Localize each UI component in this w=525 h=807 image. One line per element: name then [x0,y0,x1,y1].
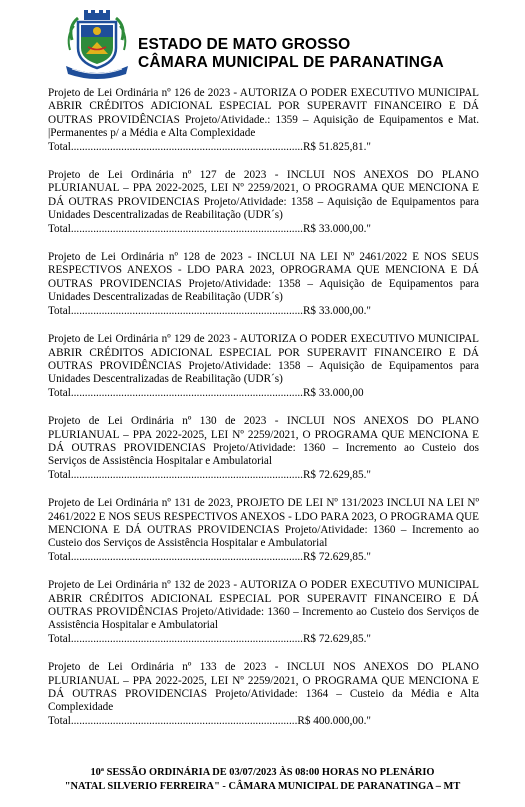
session-info: 10ª SESSÃO ORDINÁRIA DE 03/07/2023 ÀS 08:00 HORAS NO PLENÁRIO [90,767,435,778]
bill-total: Total...................................................................................R$ 33.000,00." [48,304,371,317]
bill-total: Total...................................................................................R$ 33.000,00." [48,222,371,235]
chamber-name: CÂMARA MUNICIPAL DE PARANATINGA [138,54,444,71]
bill-description: Projeto de Lei Ordinária nº 130 de 2023 - INCLUI NOS ANEXOS DO PLANO PLURIANUAL – PPA 2022-2025, LEI Nº 2259/2021, O PROGRAMA QUE MENCIONA E DÁ OUTRAS PROVIDENCIAS Projeto/Atividade: 1360 – Incremento ao Custeio dos Serviços de Assistência Hospitalar e Ambulatorial [48,415,479,468]
bill-entry-128 [48,251,479,318]
bill-description: Projeto de Lei Ordinária nº 127 de 2023 - INCLUI NOS ANEXOS DO PLANO PLURIANUAL – PPA 2022-2025, LEI Nº 2259/2021, O PROGRAMA QUE MENCIONA E DÁ OUTRAS PROVIDENCIAS Projeto/Atividade: 1358 – Aquisição de Equipamentos para Unidades Descentralizadas de Reabilitação (UDR´s) [48,169,479,222]
state-name: ESTADO DE MATO GROSSO [138,36,351,53]
bill-entry-133 [48,661,479,728]
bill-description: Projeto de Lei Ordinária nº 129 de 2023 - AUTORIZA O PODER EXECUTIVO MUNICIPAL ABRIR CRÉDITOS ADICIONAL ESPECIAL POR SUPERAVIT FINANCEIRO E DÁ OUTRAS PROVIDÊNCIAS Projeto/Atividade: 1358 – Aquisição de Equipamentos para Unidades Descentralizadas de Reabilitação (UDR´s) [48,333,479,386]
bill-entry-130 [48,415,479,482]
bill-description: Projeto de Lei Ordinária nº 128 de 2023 - INCLUI NA LEI Nº 2461/2022 E NOS SEUS RESPECTIVOS ANEXOS - LDO PARA 2023, OPROGRAMA QUE MENCIONA E DÁ OUTRAS PROVIDENCIAS Projeto/Atividade: 1358 – Aquisição de Equipamentos para Unidades Descentralizadas de Reabilitação (UDR´s) [48,251,479,304]
bill-description: Projeto de Lei Ordinária nº 133 de 2023 - INCLUI NOS ANEXOS DO PLANO PLURIANUAL – PPA 2022-2025, LEI Nº 2259/2021, O PROGRAMA QUE MENCIONA E DÁ OUTRAS PROVIDENCIAS Projeto/Atividade: 1364 – Custeio da Média e Alta Complexidade [48,661,479,714]
plenary-info: "NATAL SILVERIO FERREIRA" - CÂMARA MUNICIPAL DE PARANATINGA – MT [64,780,461,792]
bill-entry-129 [48,333,479,400]
document-header [0,0,525,84]
bill-description: Projeto de Lei Ordinária nº 131 de 2023, PROJETO DE LEI Nº 131/2023 INCLUI NA LEI Nº 2461/2022 E NOS SEUS RESPECTIVOS ANEXOS - LDO PARA 2023, O PROGRAMA QUE MENCIONA E DÁ OUTRAS PROVIDENCIAS Projeto/Atividade: 1360 – Incremento ao Custeio dos Serviços de Assistência Hospitalar e Ambulatorial [48,497,479,550]
session-footer [0,766,525,793]
bill-description: Projeto de Lei Ordinária nº 126 de 2023 - AUTORIZA O PODER EXECUTIVO MUNICIPAL ABRIR CRÉDITOS ADICIONAL ESPECIAL POR SUPERAVIT FINANCEIRO E DÁ OUTRAS PROVIDÊNCIAS Projeto/Atividade.: 1359 – Aquisição de Equipamentos e Mat. |Permanentes p/ a Média e Alta Complexidade [48,87,479,140]
bill-entry-126 [48,87,479,154]
bill-description: Projeto de Lei Ordinária nº 132 de 2023 - AUTORIZA O PODER EXECUTIVO MUNICIPAL ABRIR CRÉDITOS ADICIONAL ESPECIAL POR SUPERAVIT FINANCEIRO E DÁ OUTRAS PROVIDÊNCIAS Projeto/Atividade: 1360 – Incremento ao Custeio dos Serviços de Assistência Hospitalar e Ambulatorial [48,579,479,632]
bill-total: Total...................................................................................R$ 72.629,85." [48,468,371,481]
bill-total: Total...................................................................................R$ 72.629,85." [48,550,371,563]
bill-entry-127 [48,169,479,236]
bill-total: Total.................................................................................R$ 400.000,00." [48,714,371,727]
bill-total: Total...................................................................................R$ 33.000,00 [48,386,364,399]
bill-entry-132 [48,579,479,646]
municipal-coat-of-arms-icon [64,10,130,80]
bill-total: Total...................................................................................R$ 72.629,85." [48,632,371,645]
bill-entry-131 [48,497,479,564]
bill-total: Total...................................................................................R$ 51.825,81." [48,140,371,153]
bill-list [48,87,479,728]
document-heading [138,36,444,72]
